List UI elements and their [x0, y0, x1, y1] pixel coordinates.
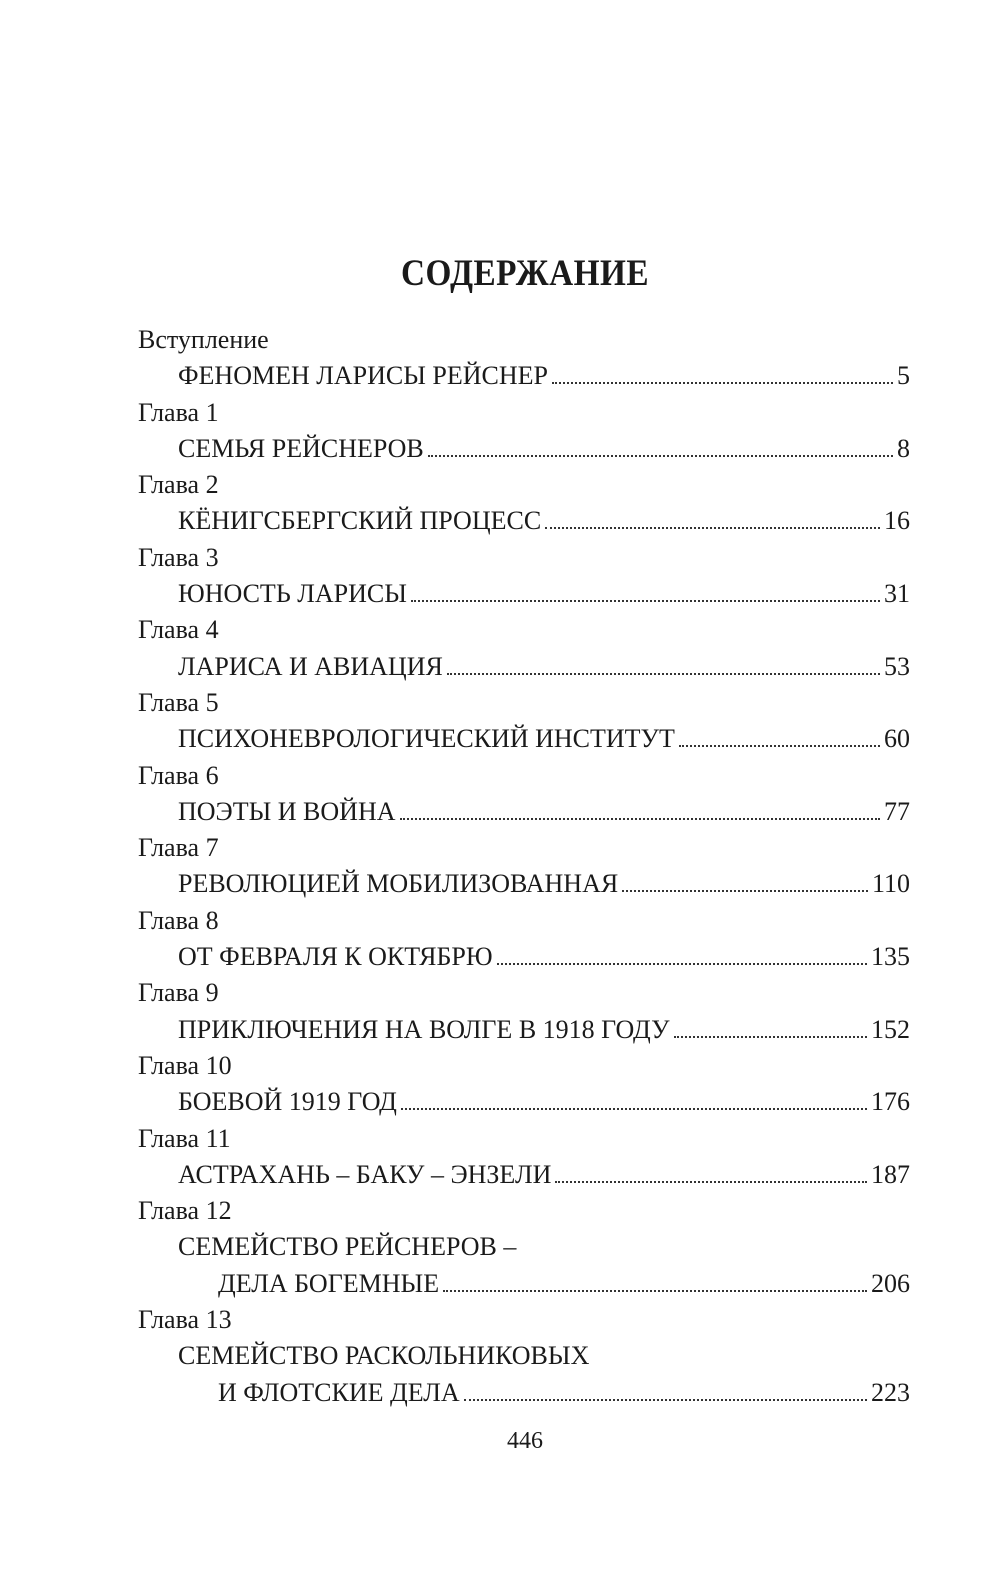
toc-entry[interactable] — [138, 721, 910, 757]
toc-label: Вступление — [138, 325, 269, 354]
toc-page-number: 206 — [871, 1268, 910, 1298]
toc-entry-title-line1[interactable]: СЕМЕЙСТВО РЕЙСНЕРОВ – — [178, 1232, 517, 1262]
toc-entry-title: ЮНОСТЬ ЛАРИСЫ — [178, 579, 407, 609]
toc-label: Глава 9 — [138, 978, 219, 1008]
dot-leader — [401, 1108, 867, 1110]
toc-entry[interactable] — [138, 649, 910, 685]
toc-page-number: 53 — [884, 651, 910, 681]
toc-entry-title: РЕВОЛЮЦИЕЙ МОБИЛИЗОВАННАЯ — [178, 869, 619, 899]
toc-page-number: 176 — [871, 1087, 910, 1117]
dot-leader — [400, 818, 881, 820]
dot-leader — [674, 1036, 868, 1038]
table-of-contents — [138, 322, 910, 1411]
toc-page-number: 110 — [871, 869, 910, 899]
toc-page-number: 8 — [897, 433, 910, 463]
dot-leader — [428, 455, 893, 457]
dot-leader — [411, 600, 880, 602]
toc-entry[interactable] — [138, 1084, 910, 1120]
toc-entry-title: АСТРАХАНЬ – БАКУ – ЭНЗЕЛИ — [178, 1159, 552, 1189]
toc-entry-title: ПСИХОНЕВРОЛОГИЧЕСКИЙ ИНСТИТУТ — [178, 724, 675, 754]
toc-entry-title: БОЕВОЙ 1919 ГОД — [178, 1087, 397, 1117]
dot-leader — [497, 963, 867, 965]
toc-page-number: 223 — [871, 1377, 910, 1407]
toc-label: Глава 4 — [138, 615, 219, 645]
toc-entry-title: И ФЛОТСКИЕ ДЕЛА — [218, 1377, 460, 1407]
toc-page-number: 5 — [897, 361, 910, 391]
toc-label: Глава 6 — [138, 760, 219, 790]
toc-entry[interactable] — [138, 576, 910, 612]
toc-entry-title: ПРИКЛЮЧЕНИЯ НА ВОЛГЕ В 1918 ГОДУ — [178, 1014, 670, 1044]
toc-entry[interactable] — [138, 866, 910, 902]
toc-entry[interactable] — [138, 1157, 910, 1193]
dot-leader — [622, 890, 868, 892]
toc-entry[interactable] — [138, 503, 910, 539]
toc-entry[interactable] — [138, 794, 910, 830]
toc-entry-title: ПОЭТЫ И ВОЙНА — [178, 796, 396, 826]
dot-leader — [545, 527, 880, 529]
page-number: 446 — [507, 1428, 543, 1454]
dot-leader — [443, 1290, 867, 1292]
toc-entry-title: СЕМЬЯ РЕЙСНЕРОВ — [178, 433, 424, 463]
toc-entry[interactable] — [138, 1012, 910, 1048]
dot-leader — [447, 673, 880, 675]
dot-leader — [679, 745, 880, 747]
toc-entry[interactable] — [138, 358, 910, 394]
toc-label: Глава 11 — [138, 1123, 231, 1153]
toc-label: Глава 12 — [138, 1196, 232, 1226]
dot-leader — [464, 1399, 867, 1401]
toc-page-number: 152 — [871, 1014, 910, 1044]
toc-label: Глава 5 — [138, 687, 219, 717]
toc-entry[interactable] — [138, 1375, 910, 1411]
toc-entry-title: ОТ ФЕВРАЛЯ К ОКТЯБРЮ — [178, 942, 493, 972]
toc-page-number: 60 — [884, 724, 910, 754]
toc-label: Глава 8 — [138, 905, 219, 935]
toc-entry-title-line1[interactable]: СЕМЕЙСТВО РАСКОЛЬНИКОВЫХ — [178, 1341, 590, 1371]
toc-page-number: 77 — [884, 796, 910, 826]
toc-page-number: 135 — [871, 942, 910, 972]
toc-page-number: 16 — [884, 506, 910, 536]
toc-entry-title: КЁНИГСБЕРГСКИЙ ПРОЦЕСС — [178, 506, 542, 536]
toc-label: Глава 7 — [138, 833, 219, 863]
toc-entry[interactable] — [138, 1266, 910, 1302]
toc-entry-title: ФЕНОМЕН ЛАРИСЫ РЕЙСНЕР — [178, 361, 548, 391]
toc-entry-title: ЛАРИСА И АВИАЦИЯ — [178, 651, 443, 681]
toc-label: Глава 2 — [138, 470, 219, 500]
toc-entry[interactable] — [138, 431, 910, 467]
toc-label: Глава 1 — [138, 397, 219, 427]
toc-page-number: 31 — [884, 579, 910, 609]
toc-entry[interactable] — [138, 939, 910, 975]
toc-label: Глава 3 — [138, 542, 219, 572]
page-title: СОДЕРЖАНИЕ — [400, 253, 650, 294]
toc-page-number: 187 — [871, 1159, 910, 1189]
dot-leader — [552, 382, 893, 384]
toc-entry-title: ДЕЛА БОГЕМНЫЕ — [218, 1268, 440, 1298]
dot-leader — [555, 1181, 867, 1183]
toc-label: Глава 13 — [138, 1305, 232, 1335]
toc-label: Глава 10 — [138, 1050, 232, 1080]
